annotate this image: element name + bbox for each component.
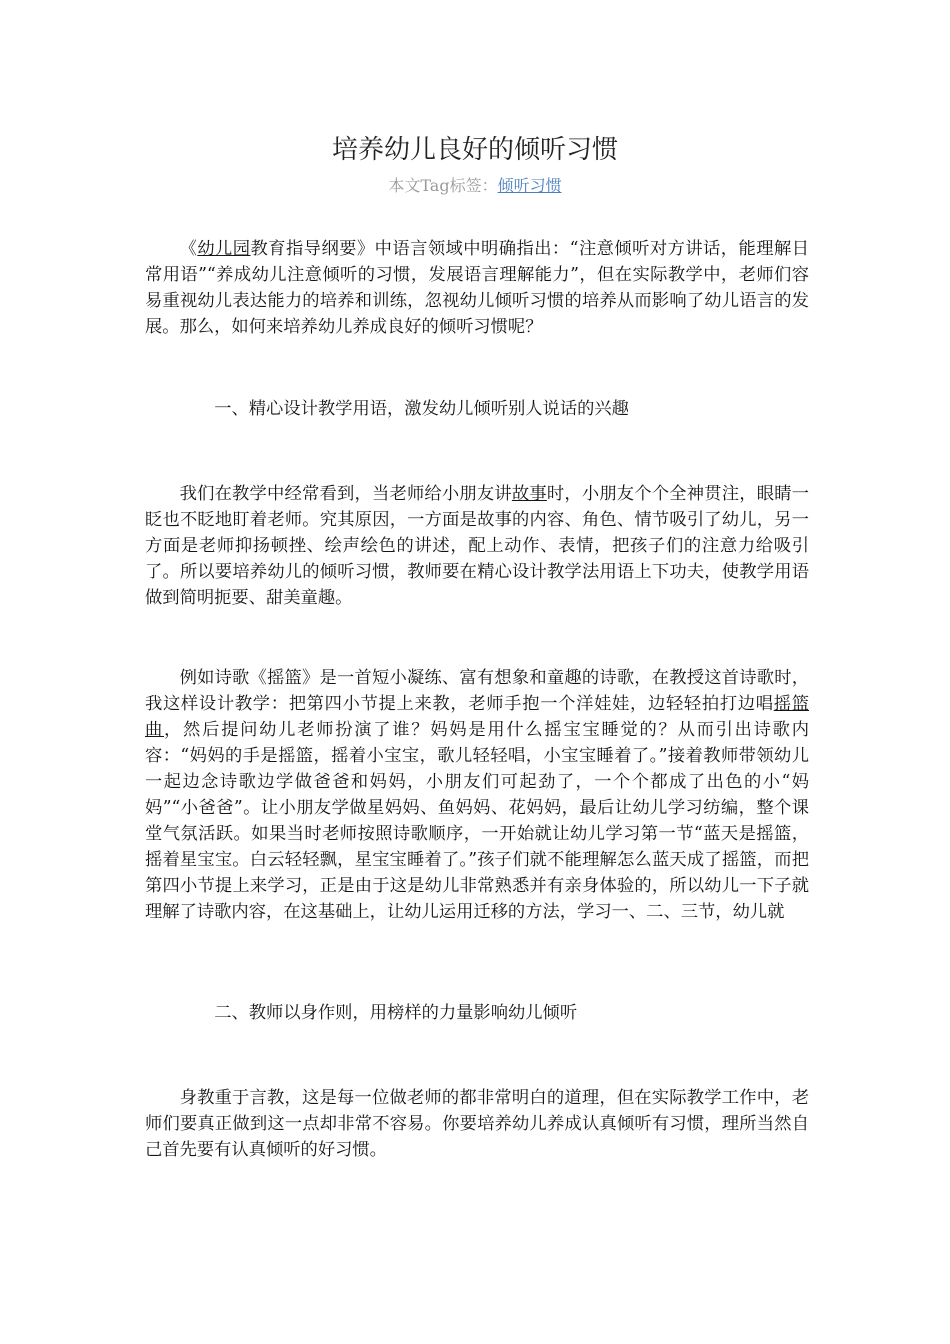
- intro-paragraph: [145, 236, 809, 340]
- intro-text-start: 《: [179, 239, 198, 259]
- section-heading-1: 一、精心设计教学用语，激发幼儿倾听别人说话的兴趣: [214, 399, 629, 419]
- intro-text-rest: 教育指导纲要》中语言领域中明确指出：“注意倾听对方讲话，能理解日常用语”“养成幼儿注意倾听的习惯，发展语言理解能力”，但在实际教学中，老师们容易重视幼儿表达能力的培养和训练，忽视幼儿倾听习惯的培养从而影响了幼儿语言的发展。那么，如何来培养幼儿养成良好的倾听习惯呢？: [145, 239, 809, 337]
- section1-text-rest: 时，小朋友个个全神贯注，眼睛一眨也不眨地盯着老师。究其原因，一方面是故事的内容、角色、情节吸引了幼儿，另一方面是老师抑扬顿挫、绘声绘色的讲述，配上动作、表情，把孩子们的注意力给吸引了。所以要培养幼儿的倾听习惯，教师要在精心设计教学法用语上下功夫，使教学用语做到简明扼要、甜美童趣。: [145, 484, 809, 608]
- tag-line: [0, 174, 950, 198]
- tag-label: 本文Tag标签：: [388, 176, 498, 195]
- story-link[interactable]: 故事: [511, 484, 547, 504]
- article-title: 培养幼儿良好的倾听习惯: [331, 135, 618, 165]
- lullaby-link[interactable]: 摇篮曲: [145, 694, 809, 740]
- section1-paragraph-2: [145, 665, 809, 925]
- kindergarten-link[interactable]: 幼儿园: [197, 239, 251, 259]
- example-text-start: 例如诗歌《摇篮》是一首短小凝练、富有想象和童趣的诗歌，在教授这首诗歌时，我这样设计教学：把第四小节提上来教，老师手抱一个洋娃娃，边轻轻拍打边唱: [145, 668, 809, 714]
- section1-paragraph-1: [145, 481, 809, 611]
- example-text-rest: ，然后提问幼儿老师扮演了谁？妈妈是用什么摇宝宝睡觉的？从而引出诗歌内容：“妈妈的手是摇篮，摇着小宝宝，歌儿轻轻唱，小宝宝睡着了。”接着教师带领幼儿一起边念诗歌边学做爸爸和妈妈，小朋友们可起劲了，一个个都成了出色的小“妈妈”“小爸爸”。让小朋友学做星妈妈、鱼妈妈、花妈妈，最后让幼儿学习纺编，整个课堂气氛活跃。如果当时老师按照诗歌顺序，一开始就让幼儿学习第一节“蓝天是摇篮，摇着星宝宝。白云轻轻飘，星宝宝睡着了。”孩子们就不能理解怎么蓝天成了摇篮，而把第四小节提上来学习，正是由于这是幼儿非常熟悉并有亲身体验的，所以幼儿一下子就理解了诗歌内容，在这基础上，让幼儿运用迁移的方法，学习一、二、三节，幼儿就: [145, 720, 809, 922]
- tag-link[interactable]: 倾听习惯: [497, 176, 562, 195]
- section-heading-2: 二、教师以身作则，用榜样的力量影响幼儿倾听: [214, 1003, 578, 1023]
- section1-text-start: 我们在教学中经常看到，当老师给小朋友讲: [179, 484, 512, 504]
- section2-paragraph-1: 身教重于言教，这是每一位做老师的都非常明白的道理，但在实际教学工作中，老师们要真正做到这一点却非常不容易。你要培养幼儿养成认真倾听有习惯，理所当然自己首先要有认真倾听的好习惯。: [145, 1088, 809, 1160]
